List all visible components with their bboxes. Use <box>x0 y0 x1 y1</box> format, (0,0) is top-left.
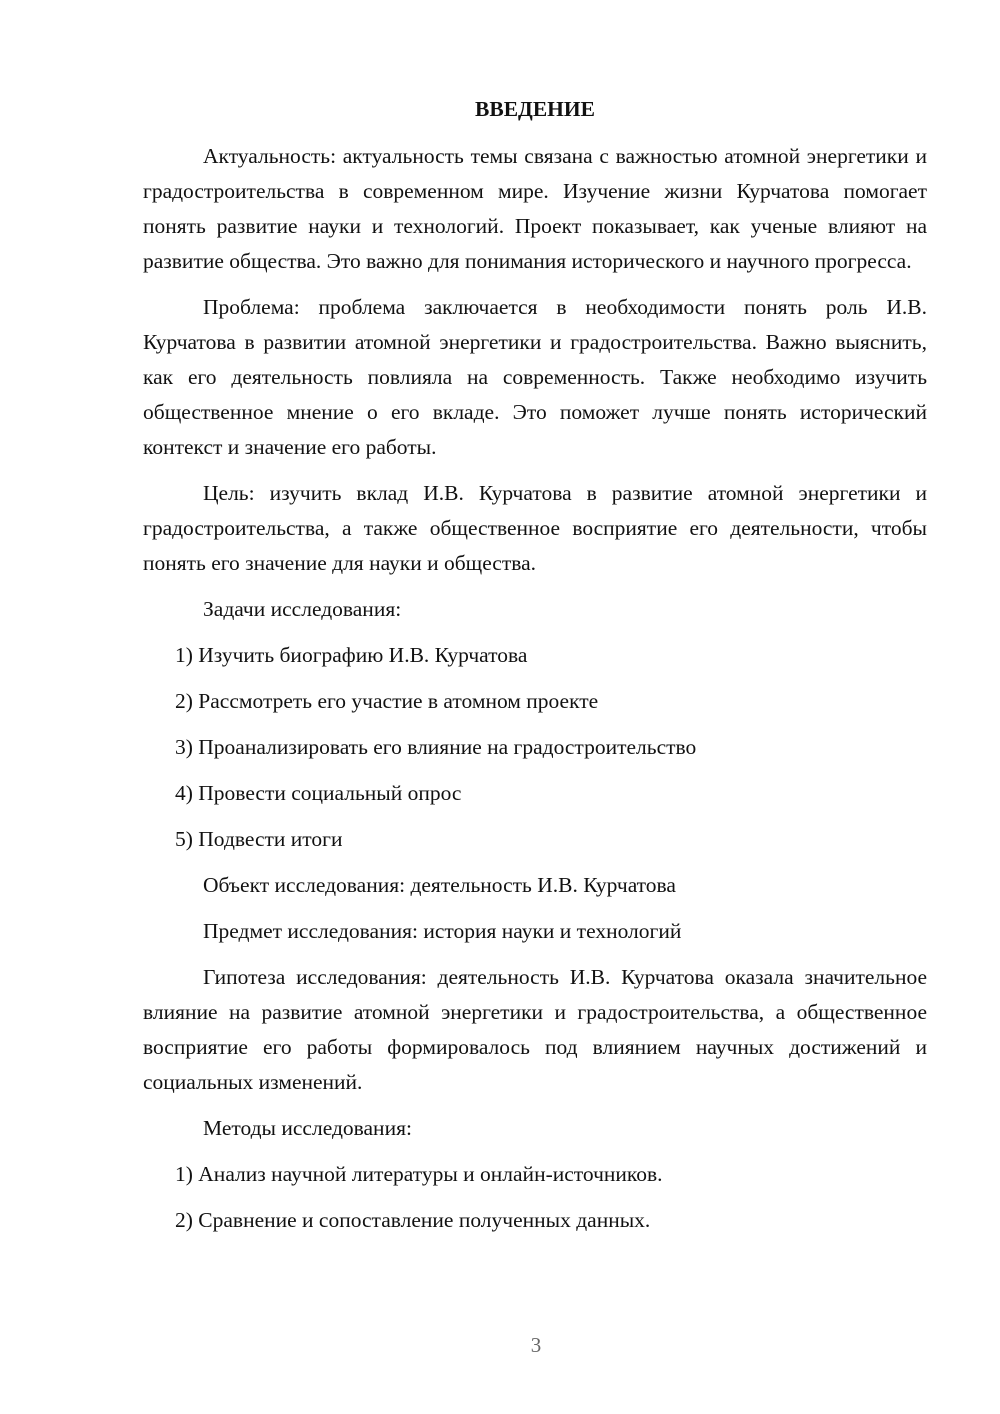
method-item: 2) Сравнение и сопоставление полученных данных. <box>175 1208 651 1232</box>
section-title: ВВЕДЕНИЕ <box>475 97 595 121</box>
research-object: Объект исследования: деятельность И.В. Курчатова <box>203 873 676 897</box>
task-item: 4) Провести социальный опрос <box>175 781 462 805</box>
paragraph-problem: Проблема: проблема заключается в необходимости понять роль И.В. Курчатова в развитии атомной энергетики и градостроительства. Важно выяснить, как его деятельность повлияла на современность. Также необходимо изучить общественное мнение о его вкладе. Это поможет лучше понять исторический контекст и значение его работы. <box>143 295 927 459</box>
research-subject: Предмет исследования: история науки и технологий <box>203 919 682 943</box>
task-item: 3) Проанализировать его влияние на градостроительство <box>175 735 697 759</box>
paragraph-relevance: Актуальность: актуальность темы связана с важностью атомной энергетики и градостроительства в современном мире. Изучение жизни Курчатова помогает понять развитие науки и технологий. Проект показывает, как ученые влияют на развитие общества. Это важно для понимания исторического и научного прогресса. <box>143 144 927 273</box>
task-item: 5) Подвести итоги <box>175 827 343 851</box>
task-item: 2) Рассмотреть его участие в атомном проекте <box>175 689 599 713</box>
page-number: 3 <box>530 1333 542 1357</box>
task-item: 1) Изучить биографию И.В. Курчатова <box>175 643 528 667</box>
paragraph-hypothesis: Гипотеза исследования: деятельность И.В. Курчатова оказала значительное влияние на развитие атомной энергетики и градостроительства, а общественное восприятие его работы формировалось под влиянием научных достижений и социальных изменений. <box>143 965 927 1094</box>
paragraph-goal: Цель: изучить вклад И.В. Курчатова в развитие атомной энергетики и градостроительства, а также общественное восприятие его деятельности, чтобы понять его значение для науки и общества. <box>143 481 927 575</box>
methods-heading: Методы исследования: <box>203 1116 412 1140</box>
document-page <box>143 92 927 1249</box>
tasks-heading: Задачи исследования: <box>203 597 402 621</box>
method-item: 1) Анализ научной литературы и онлайн-источников. <box>175 1162 663 1186</box>
